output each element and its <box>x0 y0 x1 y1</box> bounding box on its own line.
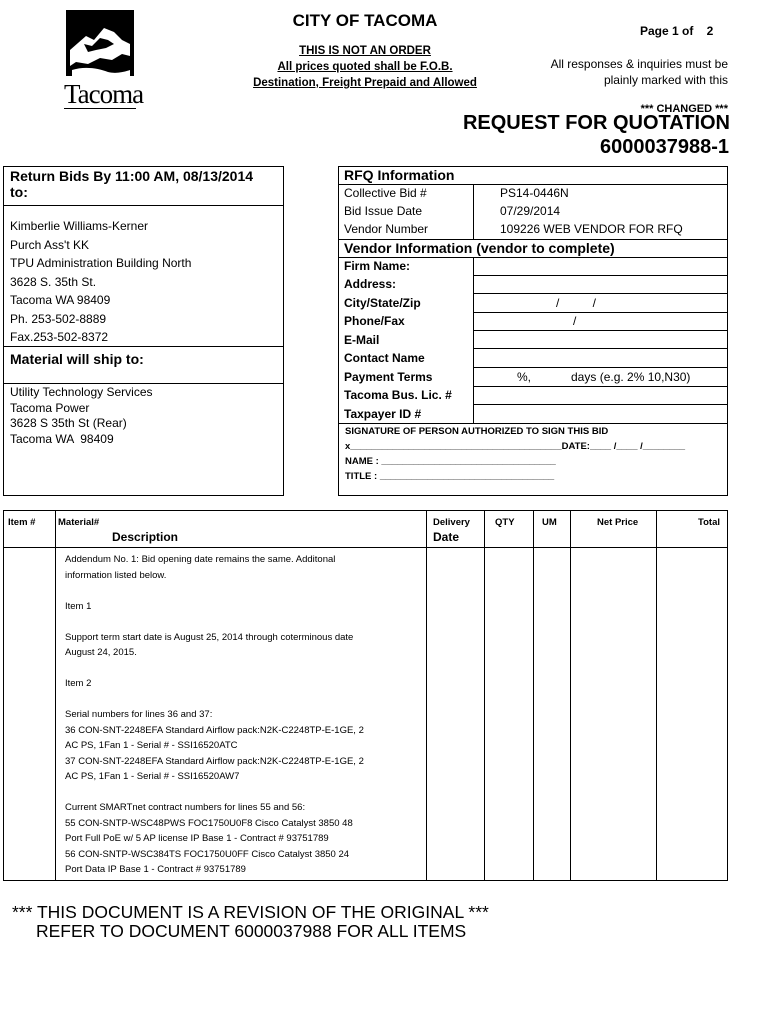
column-divider <box>484 510 485 881</box>
divider <box>473 293 728 294</box>
description-line: Item 2 <box>65 678 92 689</box>
buyer-line: Fax.253-502-8372 <box>10 330 109 344</box>
vendor-label-phone-fax: Phone/Fax <box>344 314 405 328</box>
column-header-total: Total <box>698 517 720 528</box>
city-name: CITY OF TACOMA <box>292 11 438 30</box>
responses-note-line2: plainly marked with this <box>603 73 728 87</box>
divider <box>473 367 728 368</box>
document-title: REQUEST FOR QUOTATION <box>462 112 730 134</box>
divider <box>473 312 728 313</box>
vendor-label-contact-name: Contact Name <box>344 351 425 365</box>
table-header-divider <box>3 547 728 548</box>
rfq-label-issue-date: Bid Issue Date <box>344 204 423 218</box>
rfq-label-vendor-number: Vendor Number <box>344 222 429 236</box>
address-field[interactable] <box>474 276 727 293</box>
ship-to-line: 3628 S 35th St (Rear) <box>10 416 127 430</box>
rfq-value-vendor-number: 109226 WEB VENDOR FOR RFQ <box>500 222 683 236</box>
column-header-material: Material# <box>58 517 100 528</box>
divider <box>3 383 284 384</box>
buyer-line: Kimberlie Williams-Kerner <box>10 219 149 233</box>
email-field[interactable] <box>474 331 727 348</box>
vendor-label-city-state-zip: City/State/Zip <box>344 296 421 310</box>
signature-heading: SIGNATURE OF PERSON AUTHORIZED TO SIGN THIS BID <box>345 426 609 437</box>
description-line: AC PS, 1Fan 1 - Serial # - SSI16520AW7 <box>65 771 240 782</box>
firm-name-field[interactable] <box>474 258 727 275</box>
ship-to-address <box>10 385 153 447</box>
signature-line[interactable]: x________________________________________DATE:____ /____ /________ <box>345 441 686 452</box>
signer-title-line[interactable]: TITLE : _________________________________ <box>345 471 555 482</box>
buyer-line: 3628 S. 35th St. <box>10 274 97 289</box>
description-line: 55 CON-SNTP-WSC48PWS FOC1750U0F8 Cisco Catalyst 3850 48 <box>65 817 353 829</box>
vendor-label-taxpayer-id: Taxpayer ID # <box>344 407 422 421</box>
description-line: 56 CON-SNTP-WSC384TS FOC1750U0FF Cisco Catalyst 3850 24 <box>65 848 350 860</box>
vendor-label-business-license: Tacoma Bus. Lic. # <box>344 388 452 402</box>
phone-fax-field[interactable]: / <box>573 314 577 328</box>
vendor-label-email: E-Mail <box>344 333 380 347</box>
description-line: August 24, 2015. <box>65 647 137 658</box>
ship-to-line: Tacoma WA 98409 <box>10 431 114 446</box>
description-line: 37 CON-SNT-2248EFA Standard Airflow pack:N2K-C2248TP-E-1GE, 2 <box>65 755 364 767</box>
logo-wordmark: Tacoma <box>64 79 144 109</box>
fob-notice-line1: All prices quoted shall be F.O.B. <box>277 61 453 73</box>
description-line: Item 1 <box>65 600 92 612</box>
vendor-label-payment-terms: Payment Terms <box>344 370 433 384</box>
buyer-line: Purch Ass't KK <box>10 237 89 252</box>
rfq-value-collective-bid: PS14-0446N <box>500 186 569 200</box>
business-license-field[interactable] <box>474 387 727 404</box>
buyer-line: Ph. 253-502-8889 <box>10 311 107 326</box>
changed-marker: *** CHANGED *** <box>640 103 728 115</box>
revision-notice-line1: *** THIS DOCUMENT IS A REVISION OF THE ORIGINAL *** <box>12 902 489 922</box>
description-line: AC PS, 1Fan 1 - Serial # - SSI16520ATC <box>65 740 238 751</box>
description-line: Addendum No. 1: Bid opening date remains the same. Additonal <box>65 554 336 565</box>
blank-line <box>65 614 364 630</box>
blank-line <box>65 583 364 599</box>
column-header-um: UM <box>542 517 557 528</box>
ship-to-line: Utility Technology Services <box>10 385 153 399</box>
revision-notice-line2: REFER TO DOCUMENT 6000037988 FOR ALL ITEMS <box>36 921 467 941</box>
buyer-contact-block <box>10 217 191 347</box>
description-line: Serial numbers for lines 36 and 37: <box>65 709 213 720</box>
column-header-date: Date <box>433 530 460 544</box>
column-header-net-price: Net Price <box>597 517 639 528</box>
vendor-info-heading: Vendor Information (vendor to complete) <box>344 240 615 256</box>
contact-name-field[interactable] <box>474 349 727 366</box>
buyer-line: TPU Administration Building North <box>10 256 192 270</box>
column-header-item: Item # <box>8 517 36 528</box>
responses-note-line1: All responses & inquiries must be <box>550 57 728 71</box>
city-state-zip-field[interactable]: / / <box>556 296 597 310</box>
description-line: Port Data IP Base 1 - Contract # 93751789 <box>65 864 246 875</box>
column-divider <box>426 510 427 881</box>
page-indicator: Page 1 of 2 <box>640 24 714 38</box>
column-header-description: Description <box>112 530 179 544</box>
divider <box>338 423 728 424</box>
return-bids-heading: Return Bids By 11:00 AM, 08/13/2014 to: <box>10 168 254 200</box>
signer-name-line[interactable]: NAME : _________________________________ <box>345 456 556 467</box>
rfq-value-issue-date: 07/29/2014 <box>500 204 561 218</box>
description-line: Port Full PoE w/ 5 AP license IP Base 1 - Contract # 93751789 <box>65 833 329 844</box>
blank-line <box>65 661 364 677</box>
not-an-order-notice: THIS IS NOT AN ORDER <box>299 45 431 57</box>
item-description <box>65 552 364 878</box>
divider <box>473 184 474 239</box>
column-divider <box>656 510 657 881</box>
taxpayer-id-field[interactable] <box>474 405 727 422</box>
vendor-label-firm-name: Firm Name: <box>344 259 411 273</box>
blank-line <box>65 692 364 708</box>
vendor-label-address: Address: <box>344 277 397 291</box>
column-header-delivery: Delivery <box>433 517 470 528</box>
buyer-line: Tacoma WA 98409 <box>10 293 111 307</box>
description-line: Support term start date is August 25, 2014 through coterminous date <box>65 631 354 643</box>
rfq-info-heading: RFQ Information <box>344 167 455 183</box>
description-line: information listed below. <box>65 569 167 581</box>
divider <box>3 205 284 206</box>
description-line: 36 CON-SNT-2248EFA Standard Airflow pack:N2K-C2248TP-E-1GE, 2 <box>65 724 364 736</box>
fob-notice-line2: Destination, Freight Prepaid and Allowed <box>253 77 477 89</box>
payment-terms-field[interactable]: %, days (e.g. 2% 10,N30) <box>517 370 691 384</box>
ship-to-heading: Material will ship to: <box>10 351 144 367</box>
city-logo <box>64 10 144 114</box>
rfq-number: 6000037988-1 <box>599 136 729 158</box>
column-divider <box>533 510 534 881</box>
column-divider <box>55 510 56 881</box>
divider <box>338 184 728 185</box>
rfq-label-collective-bid: Collective Bid # <box>344 186 427 200</box>
column-divider <box>570 510 571 881</box>
description-line: Current SMARTnet contract numbers for lines 55 and 56: <box>65 802 306 813</box>
divider <box>3 346 284 347</box>
ship-to-line: Tacoma Power <box>10 400 90 415</box>
blank-line <box>65 785 364 801</box>
column-header-qty: QTY <box>495 517 515 528</box>
